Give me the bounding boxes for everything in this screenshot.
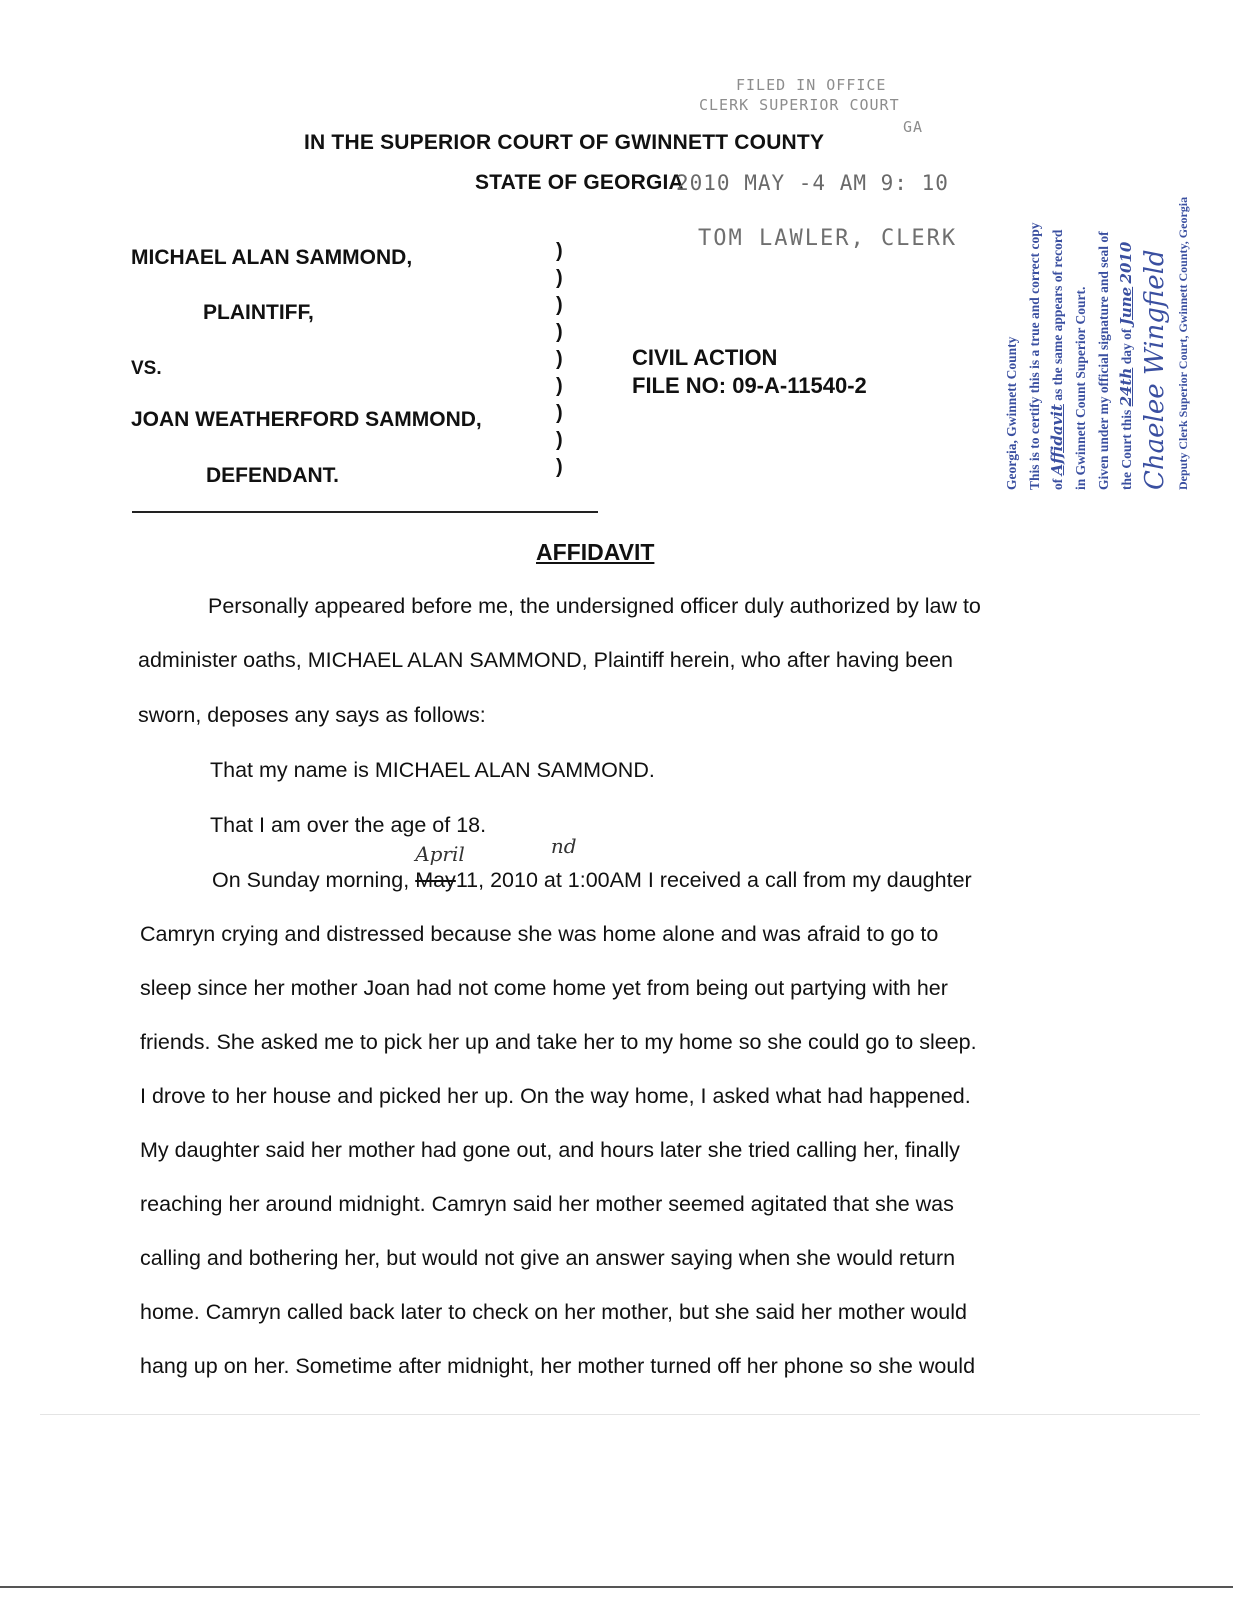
paren: ) xyxy=(556,375,563,397)
cert-line3 xyxy=(1046,140,1069,490)
body-line-end: nd 11, 2010 at 1:00AM I received a call from my daughter xyxy=(455,834,972,892)
filed-stamp-date: 2010 MAY -4 AM 9: 10 xyxy=(676,171,949,195)
cert-line3-prefix: of xyxy=(1050,478,1065,490)
cert-line6-mid: day of xyxy=(1119,328,1134,365)
body-line: calling and bothering her, but would not give an answer saying when she would return xyxy=(140,1246,956,1270)
cert-month: June xyxy=(1117,286,1135,326)
body-line: sworn, deposes any says as follows: xyxy=(138,703,486,727)
caption-paren-column xyxy=(556,242,563,485)
scan-artifact-line xyxy=(40,1414,1200,1415)
page-bottom-edge xyxy=(0,1586,1233,1588)
filed-stamp-clerk: TOM LAWLER, CLERK xyxy=(698,226,958,251)
body-line: That I am over the age of 18. xyxy=(210,813,487,837)
body-line: My daughter said her mother had gone out, and hours later she tried calling her, finally xyxy=(140,1138,960,1162)
body-line: hang up on her. Sometime after midnight, her mother turned off her phone so she would xyxy=(140,1354,976,1378)
court-state: STATE OF GEORGIA xyxy=(475,171,684,194)
civil-action-label: CIVIL ACTION xyxy=(632,345,778,370)
paren: ) xyxy=(556,429,563,451)
handwritten-ordinal: nd xyxy=(550,834,577,858)
plaintiff-name: MICHAEL ALAN SAMMOND, xyxy=(131,246,413,269)
cert-line2: This is to certify this is a true and correct copy xyxy=(1027,222,1042,490)
affidavit-title: AFFIDAVIT xyxy=(536,539,655,565)
paren: ) xyxy=(556,294,563,316)
cert-document-type: Affidavit xyxy=(1048,404,1066,476)
body-line: I drove to her house and picked her up. On the way home, I asked what had happened. xyxy=(140,1084,971,1108)
body-line: friends. She asked me to pick her up and take her to my home so she could go to sleep. xyxy=(140,1030,977,1054)
cert-line6-prefix: the Court this xyxy=(1119,409,1134,490)
cert-line6 xyxy=(1115,140,1138,490)
body-line-corrected xyxy=(212,834,972,893)
cert-line3-suffix: as the same appears of record xyxy=(1050,229,1065,401)
date-correction xyxy=(415,842,465,893)
body-line: home. Camryn called back later to check on her mother, but she said her mother would xyxy=(140,1300,967,1324)
defendant-label: DEFENDANT. xyxy=(206,464,340,487)
body-line: sleep since her mother Joan had not come home yet from being out partying with her xyxy=(140,976,948,1000)
body-line-start: On Sunday morning, xyxy=(212,868,410,892)
cert-line1: Georgia, Gwinnett County xyxy=(1004,336,1019,490)
cert-line5: Given under my official signature and seal of xyxy=(1096,231,1111,490)
cert-line7: Deputy Clerk Superior Court, Gwinnett County, Georgia xyxy=(1176,196,1190,490)
file-number: FILE NO: 09-A-11540-2 xyxy=(632,373,867,398)
paren: ) xyxy=(556,402,563,424)
filed-stamp-line1: FILED IN OFFICE xyxy=(736,76,887,94)
versus-label: VS. xyxy=(131,358,162,379)
struck-month: May xyxy=(415,868,456,892)
defendant-name: JOAN WEATHERFORD SAMMOND, xyxy=(131,408,482,431)
body-line: Personally appeared before me, the undersigned officer duly authorized by law to xyxy=(208,594,981,618)
body-line: administer oaths, MICHAEL ALAN SAMMOND, Plaintiff herein, who after having been xyxy=(138,648,953,672)
filed-stamp-line2: CLERK SUPERIOR COURT xyxy=(699,96,900,114)
paren: ) xyxy=(556,456,563,478)
body-line: Camryn crying and distressed because she was home alone and was afraid to go to xyxy=(140,922,939,946)
cert-day: 24th xyxy=(1117,367,1135,407)
paren: ) xyxy=(556,240,563,262)
filed-stamp-county: GA xyxy=(903,118,924,136)
plaintiff-label: PLAINTIFF, xyxy=(203,301,314,324)
paren: ) xyxy=(556,267,563,289)
clerk-signature: Chaelee Wingfield xyxy=(1140,249,1170,490)
court-heading: IN THE SUPERIOR COURT OF GWINNETT COUNTY xyxy=(304,131,825,154)
cert-line4: in Gwinnett Count Superior Court. xyxy=(1073,286,1088,490)
caption-divider xyxy=(132,511,598,513)
body-line: That my name is MICHAEL ALAN SAMMOND. xyxy=(210,758,655,782)
body-line: reaching her around midnight. Camryn said her mother seemed agitated that she was xyxy=(140,1192,954,1216)
paren: ) xyxy=(556,321,563,343)
certification-stamp xyxy=(1000,140,1195,490)
paren: ) xyxy=(556,348,563,370)
handwritten-month: April xyxy=(415,842,465,866)
cert-year: 2010 xyxy=(1117,241,1135,284)
